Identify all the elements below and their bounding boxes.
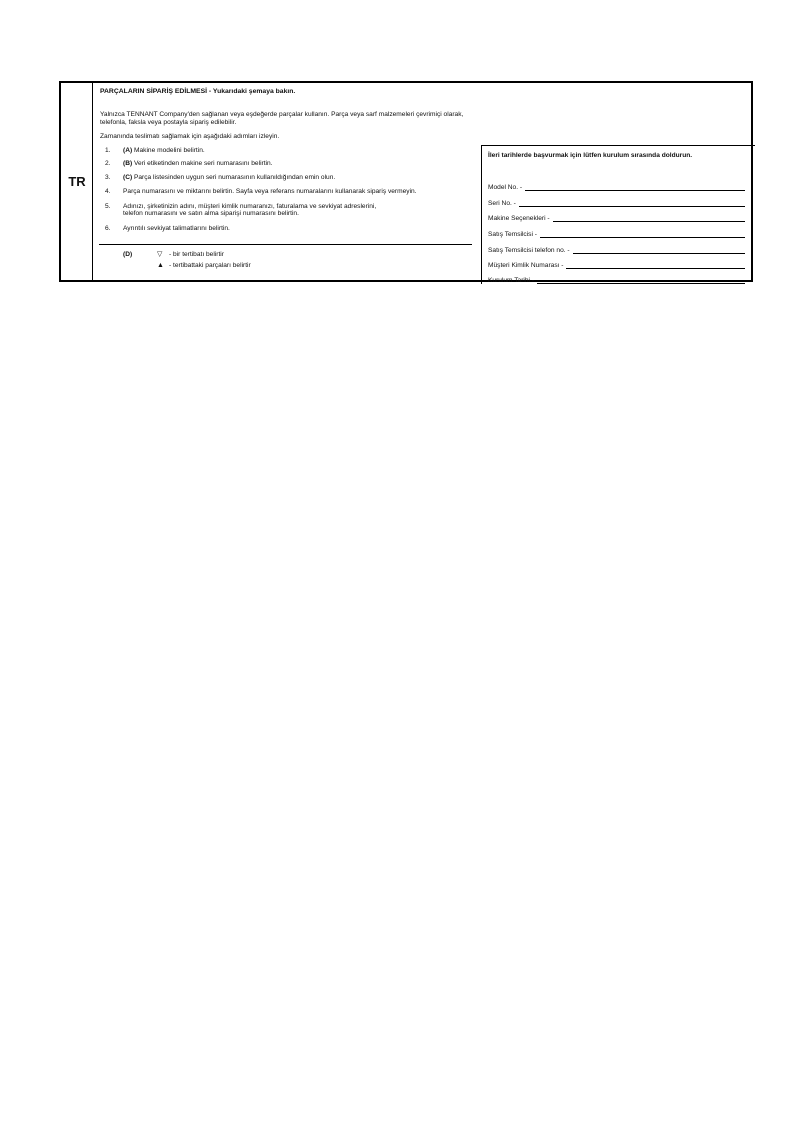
sales-rep-phone-field[interactable]: Satış Temsilcisi telefon no. -	[488, 244, 745, 254]
step-number: 4.	[105, 188, 111, 195]
step-item	[123, 147, 205, 155]
step-number: 1.	[105, 147, 111, 154]
step-text: Makine modelini belirtin.	[132, 147, 205, 154]
customer-id-field[interactable]: Müşteri Kimlik Numarası -	[488, 259, 745, 269]
machine-options-line[interactable]	[553, 214, 745, 222]
reference-info-box	[481, 145, 755, 284]
section-title-bold: PARÇALARIN SİPARİŞ EDİLMESİ	[100, 88, 207, 95]
step-text-continued: telefon numarasını ve satın alma siparişi numarasını belirtin.	[123, 210, 299, 217]
intro-line-2: telefonla, faksla veya postayla sipariş edilebilir.	[100, 119, 237, 126]
reference-box-title: İleri tarihlerde başvurmak için lütfen kurulum sırasında doldurun.	[488, 152, 693, 159]
step-text: Veri etiketinden makine seri numarasını belirtin.	[132, 160, 273, 167]
serial-number-line[interactable]	[519, 199, 745, 207]
step-code: (B)	[123, 160, 133, 167]
legend-text: - bir tertibatı belirtir	[169, 251, 224, 258]
step-item	[123, 225, 230, 233]
step-code: (A)	[123, 147, 133, 154]
step-number: 2.	[105, 160, 111, 167]
steps-intro: Zamanında teslimatı sağlamak için aşağıdaki adımları izleyin.	[100, 133, 280, 140]
part-triangle-icon: ▲	[157, 262, 164, 269]
sales-rep-phone-line[interactable]	[573, 246, 745, 254]
step-number: 5.	[105, 203, 111, 210]
step-text: Parça listesinden uygun seri numarasının kullanıldığından emin olun.	[132, 174, 336, 181]
section-title-rest: - Yukarıdaki şemaya bakın.	[207, 88, 296, 95]
machine-options-field[interactable]: Makine Seçenekleri -	[488, 212, 745, 222]
assembly-triangle-icon: ▽	[157, 251, 163, 258]
serial-number-field[interactable]: Seri No. -	[488, 197, 745, 207]
install-date-line[interactable]	[537, 276, 745, 284]
step-item	[123, 174, 335, 182]
model-number-field[interactable]: Model No. -	[488, 181, 745, 191]
language-code: TR	[68, 174, 86, 189]
divider	[99, 244, 472, 245]
legend-text: - tertibattaki parçaları belirtir	[169, 262, 251, 269]
model-number-line[interactable]	[525, 183, 745, 191]
step-item	[123, 160, 273, 168]
customer-id-line[interactable]	[566, 261, 745, 269]
section-title	[100, 88, 295, 96]
parts-ordering-panel	[59, 81, 753, 282]
legend-label: (D)	[123, 251, 133, 258]
install-date-field[interactable]: Kurulum Tarihi -	[488, 274, 745, 284]
step-code: (C)	[123, 174, 133, 181]
step-text: Ayrıntılı sevkiyat talimatlarını belirtin.	[123, 225, 230, 232]
step-item	[123, 188, 417, 196]
step-number: 3.	[105, 174, 111, 181]
step-text: Parça numarasını ve miktarını belirtin. Sayfa veya referans numaralarını kullanarak sipariş vermeyin.	[123, 188, 417, 195]
sales-rep-line[interactable]	[540, 230, 745, 238]
sales-rep-field[interactable]: Satış Temsilcisi -	[488, 228, 745, 238]
language-column	[61, 83, 93, 280]
step-text: Adınızı, şirketinizin adını, müşteri kimlik numaranızı, faturalama ve sevkiyat adreslerini,	[123, 203, 377, 210]
intro-line-1: Yalnızca TENNANT Company'den sağlanan veya eşdeğerde parçalar kullanın. Parça veya sarf malzemeleri çevrimiçi olarak,	[100, 111, 464, 118]
step-number: 6.	[105, 225, 111, 232]
